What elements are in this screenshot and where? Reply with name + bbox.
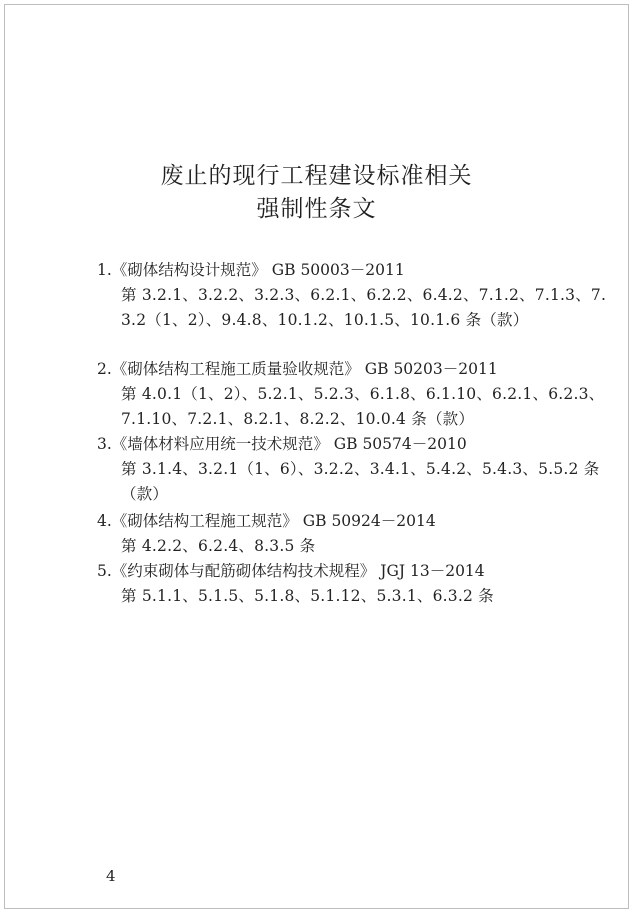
entry-heading <box>97 432 607 457</box>
entry-heading <box>97 509 607 534</box>
clause-list: 第 4.2.2、6.2.4、8.3.5 条 <box>121 537 316 555</box>
standard-name: 《砌体结构工程施工质量验收规范》 <box>111 360 360 378</box>
standard-name: 《砌体结构工程施工规范》 <box>111 512 298 530</box>
clause-list: 第 5.1.1、5.1.5、5.1.8、5.1.12、5.3.1、6.3.2 条 <box>121 587 494 605</box>
standard-entry-4 <box>97 509 607 559</box>
page-title: 废止的现行工程建设标准相关 <box>160 163 473 189</box>
clause-list: 第 3.1.4、3.2.1（1、6）、3.2.2、3.4.1、5.4.2、5.4.3、5.5.2 条（款） <box>121 460 600 503</box>
standard-code: JGJ 13－2014 <box>380 562 485 580</box>
standard-entry-3 <box>97 432 607 507</box>
entry-heading <box>97 559 607 584</box>
entry-number: 2. <box>97 360 112 378</box>
standard-entry-2 <box>97 357 607 432</box>
entry-heading <box>97 258 607 283</box>
page <box>4 4 629 909</box>
standard-code: GB 50924－2014 <box>302 512 436 530</box>
entry-number: 5. <box>97 562 112 580</box>
standard-entry-5 <box>97 559 607 609</box>
entry-number: 1. <box>97 261 112 279</box>
standard-code: GB 50203－2011 <box>364 360 498 378</box>
clause-list: 第 4.0.1（1、2）、5.2.1、5.2.3、6.1.8、6.1.10、6.2.1、6.2.3、7.1.10、7.2.1、8.2.1、8.2.2、10.0.4 条（款） <box>121 385 605 428</box>
entry-number: 3. <box>97 435 112 453</box>
clause-list: 第 3.2.1、3.2.2、3.2.3、6.2.1、6.2.2、6.4.2、7.1.2、7.1.3、7.3.2（1、2）、9.4.8、10.1.2、10.1.5、10.1.6 条（款） <box>121 286 607 329</box>
entry-number: 4. <box>97 512 112 530</box>
standard-name: 《墙体材料应用统一技术规范》 <box>111 435 329 453</box>
standard-entry-1 <box>97 258 607 333</box>
page-number: 4 <box>106 867 116 885</box>
standard-name: 《约束砌体与配筋砌体结构技术规程》 <box>111 562 376 580</box>
standard-name: 《砌体结构设计规范》 <box>111 261 267 279</box>
standard-code: GB 50574－2010 <box>333 435 467 453</box>
standard-code: GB 50003－2011 <box>271 261 405 279</box>
page-subtitle: 强制性条文 <box>256 196 377 222</box>
entry-heading <box>97 357 607 382</box>
